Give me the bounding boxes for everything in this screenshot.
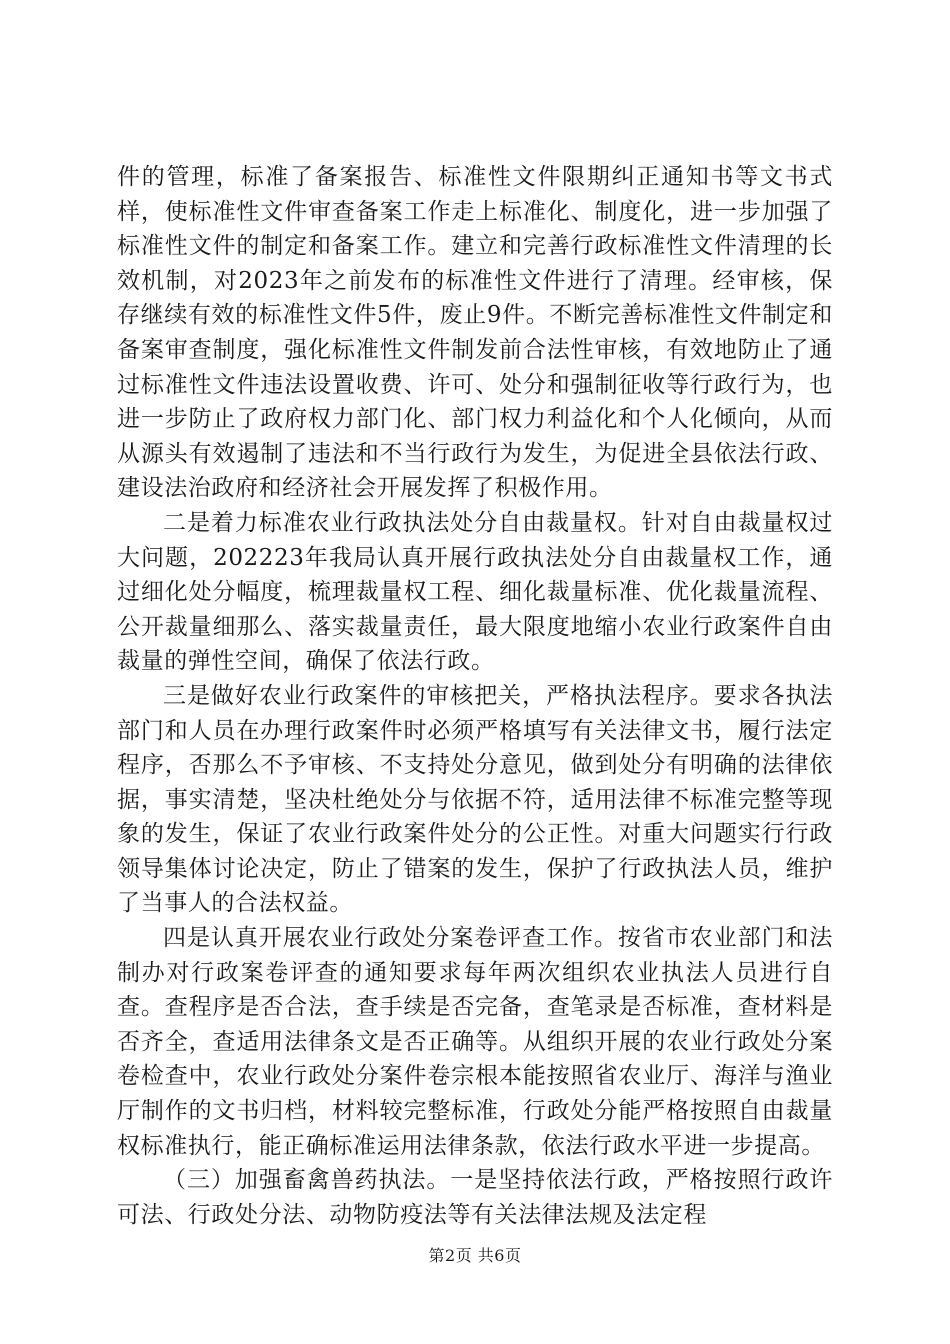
paragraph-point-two: 二是着力标准农业行政执法处分自由裁量权。针对自由裁量权过大问题，202223年我局认真开展行政执法处分自由裁量权工作，通过细化处分幅度，梳理裁量权工程、细化裁量标准、优化裁量流程、公开裁量细那么、落实裁量责任，最大限度地缩小农业行政案件自由裁量的弹性空间，确保了依法行政。 xyxy=(117,509,833,675)
paragraph-continuation: 件的管理，标准了备案报告、标准性文件限期纠正通知书等文书式样，使标准性文件审查备案工作走上标准化、制度化，进一步加强了标准性文件的制定和备案工作。建立和完善行政标准性文件清理的长效机制，对2023年之前发布的标准性文件进行了清理。经审核，保存继续有效的标准性文件5件，废止9件。不断完善标准性文件制定和备案审查制度，强化标准性文件制发前合法性审核，有效地防止了通过标准性文件违法设置收费、许可、处分和强制征收等行政行为，也进一步防止了政府权力部门化、部门权力利益化和个人化倾向，从而从源头有效遏制了违法和不当行政行为发生，为促进全县依法行政、建设法治政府和经济社会开展发挥了积极作用。 xyxy=(117,164,833,502)
page-number-footer: 第2页 共6页 xyxy=(428,1246,522,1265)
paragraph-section-three: （三）加强畜禽兽药执法。一是坚持依法行政，严格按照行政许可法、行政处分法、动物防疫法等有关法律法规及法定程 xyxy=(117,1167,833,1228)
document-body xyxy=(117,160,833,1232)
paragraph-point-three: 三是做好农业行政案件的审核把关，严格执法程序。要求各执法部门和人员在办理行政案件时必须严格填写有关法律文书，履行法定程序，否那么不予审核、不支持处分意见，做到处分有明确的法律依据，事实清楚，坚决杜绝处分与依据不符，适用法律不标准完整等现象的发生，保证了农业行政案件处分的公正性。对重大问题实行行政领导集体讨论决定，防止了错案的发生，保护了行政执法人员，维护了当事人的合法权益。 xyxy=(117,682,833,917)
paragraph-point-four: 四是认真开展农业行政处分案卷评查工作。按省市农业部门和法制办对行政案卷评查的通知要求每年两次组织农业执法人员进行自查。查程序是否合法，查手续是否完备，查笔录是否标准，查材料是否齐全，查适用法律条文是否正确等。从组织开展的农业行政处分案卷检查中，农业行政处分案件卷宗根本能按照省农业厅、海洋与渔业厅制作的文书归档，材料较完整标准，行政处分能严格按照自由裁量权标准执行，能正确标准运用法律条款，依法行政水平进一步提高。 xyxy=(117,925,833,1159)
